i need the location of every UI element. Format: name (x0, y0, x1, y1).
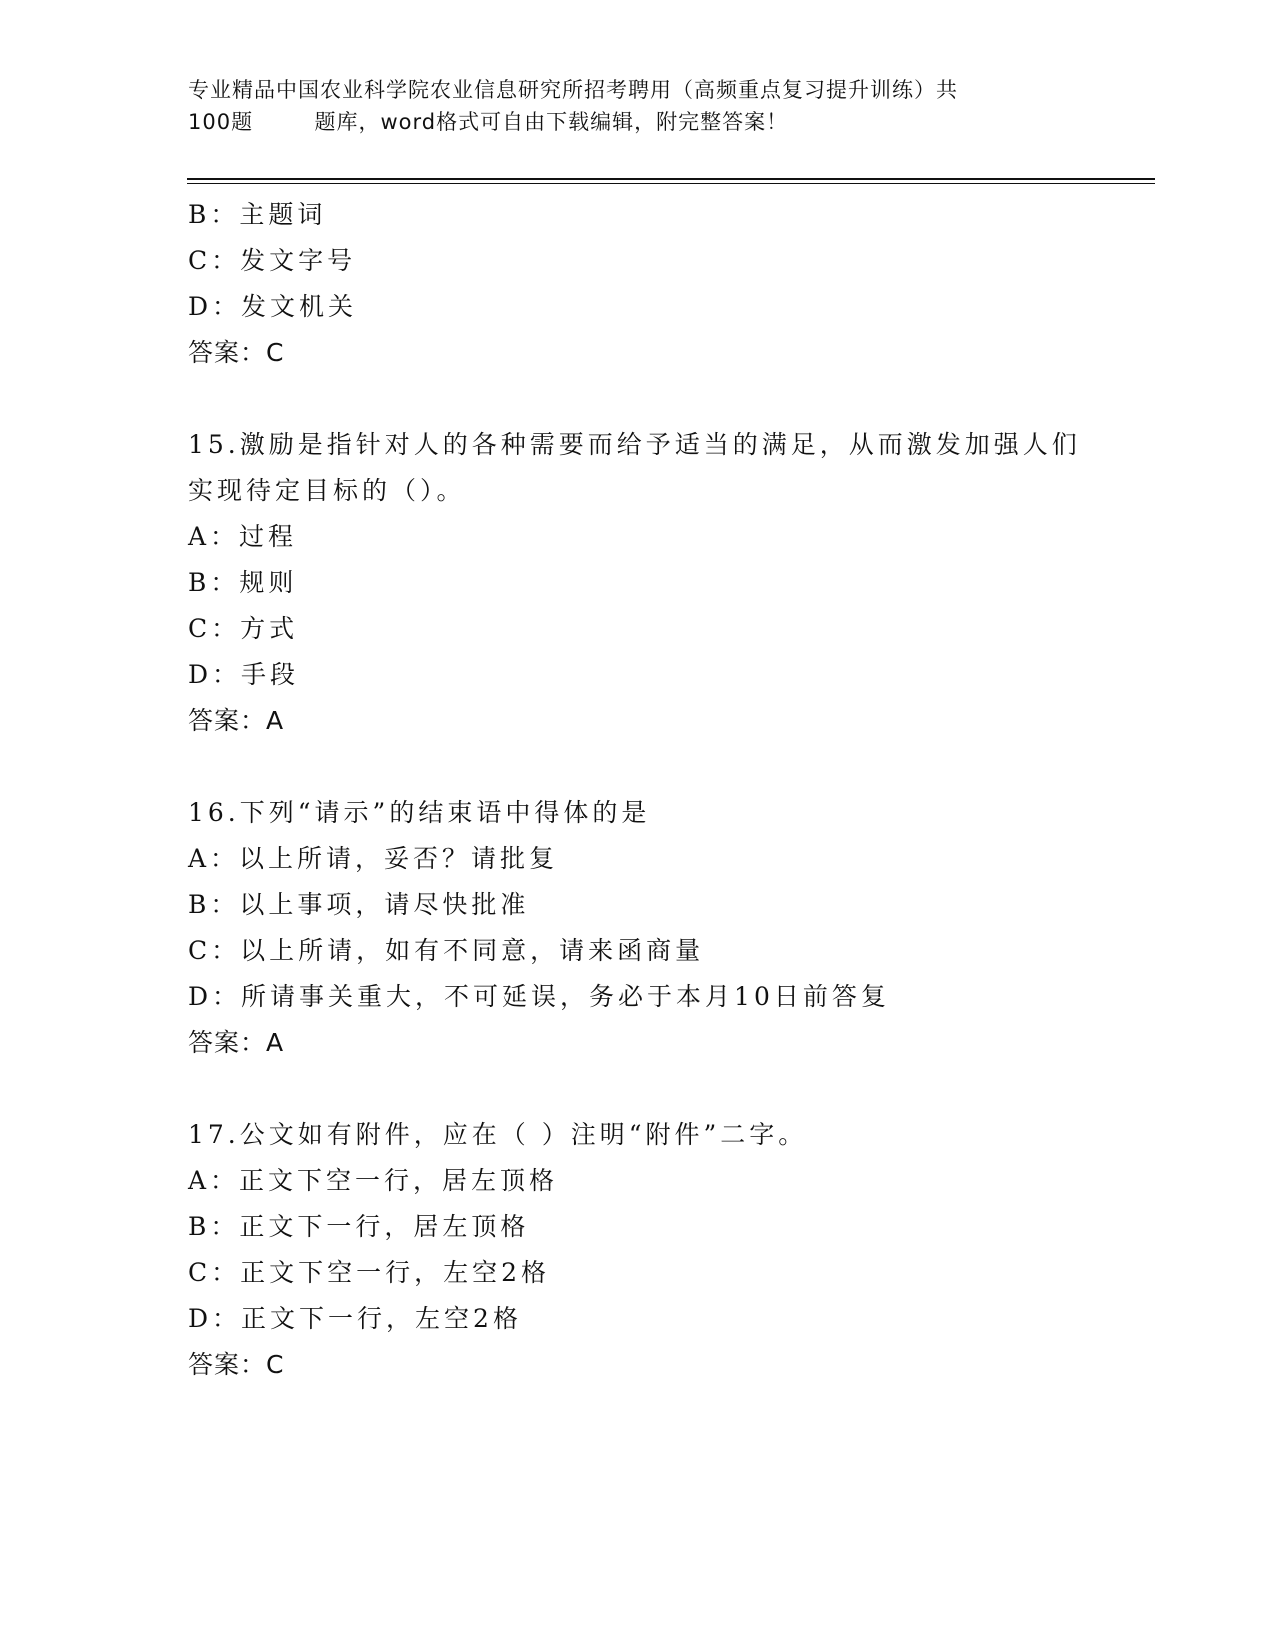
option-a: A：以上所请，妥否？请批复 (188, 844, 559, 873)
option-c: C：发文字号 (188, 246, 357, 275)
spacer (188, 744, 1148, 790)
option-b: B：正文下一行，居左顶格 (188, 1212, 530, 1241)
option-c: C：方式 (188, 614, 299, 643)
option-c: C：以上所请，如有不同意，请来函商量 (188, 936, 705, 965)
document-header (188, 74, 1088, 138)
question-stem: 实现待定目标的（）。 (188, 476, 466, 505)
option-a: A：过程 (188, 522, 298, 551)
header-title-line-2: 100题 题库，word格式可自由下载编辑，附完整答案！ (188, 110, 789, 134)
option-d: D：发文机关 (188, 292, 358, 321)
question-content (188, 192, 1148, 1388)
option-a: A：正文下空一行，居左顶格 (188, 1166, 559, 1195)
prev-question-block (188, 192, 1148, 376)
spacer (188, 1066, 1148, 1112)
answer-line: 答案：A (188, 706, 285, 735)
header-rule-thick (187, 178, 1155, 180)
question-stem: 16.下列“请示”的结束语中得体的是 (188, 798, 651, 827)
answer-line: 答案：C (188, 1350, 285, 1379)
header-title-line-1: 专业精品中国农业科学院农业信息研究所招考聘用（高频重点复习提升训练）共 (188, 78, 958, 102)
question-17 (188, 1112, 1148, 1388)
option-d: D：手段 (188, 660, 300, 689)
question-15 (188, 422, 1148, 744)
option-d: D：正文下一行，左空2格 (188, 1304, 522, 1333)
option-b: B：规则 (188, 568, 298, 597)
option-b: B：主题词 (188, 200, 327, 229)
option-b: B：以上事项，请尽快批准 (188, 890, 530, 919)
answer-line: 答案：A (188, 1028, 285, 1057)
header-rule-thin (187, 183, 1155, 184)
question-stem: 15.激励是指针对人的各种需要而给予适当的满足，从而激发加强人们 (188, 430, 1081, 459)
spacer (188, 376, 1148, 422)
option-d: D：所请事关重大，不可延误，务必于本月10日前答复 (188, 982, 890, 1011)
option-c: C：正文下空一行，左空2格 (188, 1258, 551, 1287)
question-stem: 17.公文如有附件，应在（ ）注明“附件”二字。 (188, 1120, 808, 1149)
question-16 (188, 790, 1148, 1066)
answer-line: 答案：C (188, 338, 285, 367)
